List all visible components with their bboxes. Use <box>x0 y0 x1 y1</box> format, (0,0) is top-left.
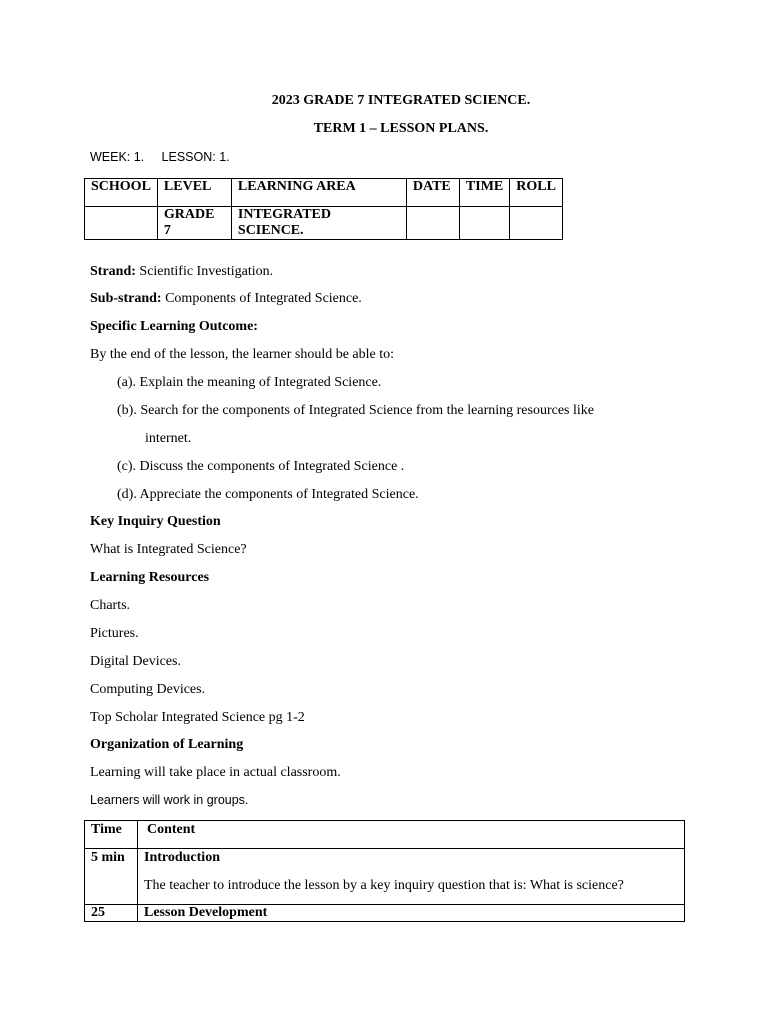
slo-item-b: (b). Search for the components of Integrated Science from the learning resources like <box>117 403 594 418</box>
strand-line <box>90 264 273 280</box>
resource-item: Charts. <box>90 598 131 613</box>
header-date: DATE <box>406 179 459 207</box>
key-inquiry-heading: Key Inquiry Question <box>90 514 221 529</box>
resource-item: Digital Devices. <box>90 654 181 669</box>
row-time: 5 min <box>85 849 138 905</box>
slo-item-a: (a). Explain the meaning of Integrated Science. <box>117 375 382 390</box>
sub-strand-value: Components of Integrated Science. <box>161 291 362 306</box>
admin-table <box>84 178 563 240</box>
resources-heading: Learning Resources <box>90 570 210 585</box>
resource-item: Top Scholar Integrated Science pg 1-2 <box>90 710 305 725</box>
strand-value: Scientific Investigation. <box>135 264 274 279</box>
cell-level: GRADE 7 <box>157 207 231 240</box>
admin-table-row <box>85 207 563 240</box>
document-title: 2023 GRADE 7 INTEGRATED SCIENCE. <box>271 93 531 108</box>
header-time: TIME <box>459 179 509 207</box>
organization-line-1: Learning will take place in actual classroom. <box>90 765 341 780</box>
resource-item: Pictures. <box>90 626 139 641</box>
sub-strand-label: Sub-strand: <box>90 291 162 306</box>
lesson-table-header-row <box>85 821 685 849</box>
row-title: Lesson Development <box>144 905 268 920</box>
lesson-table <box>84 820 685 922</box>
header-time: Time <box>85 821 138 849</box>
row-content <box>138 905 685 922</box>
cell-learning-area: INTEGRATED SCIENCE. <box>231 207 406 240</box>
row-text: The teacher to introduce the lesson by a key inquiry question that is: What is science? <box>144 878 624 893</box>
lesson-row <box>85 905 685 922</box>
slo-item-c: (c). Discuss the components of Integrated Science . <box>117 459 405 474</box>
admin-table-header-row <box>85 179 563 207</box>
organization-line-2: Learners will work in groups. <box>90 793 249 807</box>
header-learning-area: LEARNING AREA <box>231 179 406 207</box>
document-subtitle: TERM 1 – LESSON PLANS. <box>313 121 489 136</box>
cell-date <box>406 207 459 240</box>
row-time: 25 <box>85 905 138 922</box>
organization-heading: Organization of Learning <box>90 737 244 752</box>
key-inquiry-question: What is Integrated Science? <box>90 542 247 557</box>
cell-school <box>85 207 158 240</box>
slo-item-d: (d). Appreciate the components of Integrated Science. <box>117 487 419 502</box>
slo-item-b-continued: internet. <box>145 431 192 446</box>
header-school: SCHOOL <box>85 179 158 207</box>
strand-label: Strand: <box>90 264 136 279</box>
resource-item: Computing Devices. <box>90 682 206 697</box>
header-roll: ROLL <box>510 179 563 207</box>
cell-time <box>459 207 509 240</box>
row-content <box>138 849 685 905</box>
lesson-row <box>85 849 685 905</box>
row-title: Introduction <box>144 850 220 865</box>
header-content: Content <box>138 821 685 849</box>
slo-intro: By the end of the lesson, the learner should be able to: <box>90 347 395 362</box>
slo-heading: Specific Learning Outcome: <box>90 319 258 334</box>
cell-roll <box>510 207 563 240</box>
header-level: LEVEL <box>157 179 231 207</box>
sub-strand-line <box>90 291 362 307</box>
week-lesson-line: WEEK: 1. LESSON: 1. <box>90 150 230 164</box>
